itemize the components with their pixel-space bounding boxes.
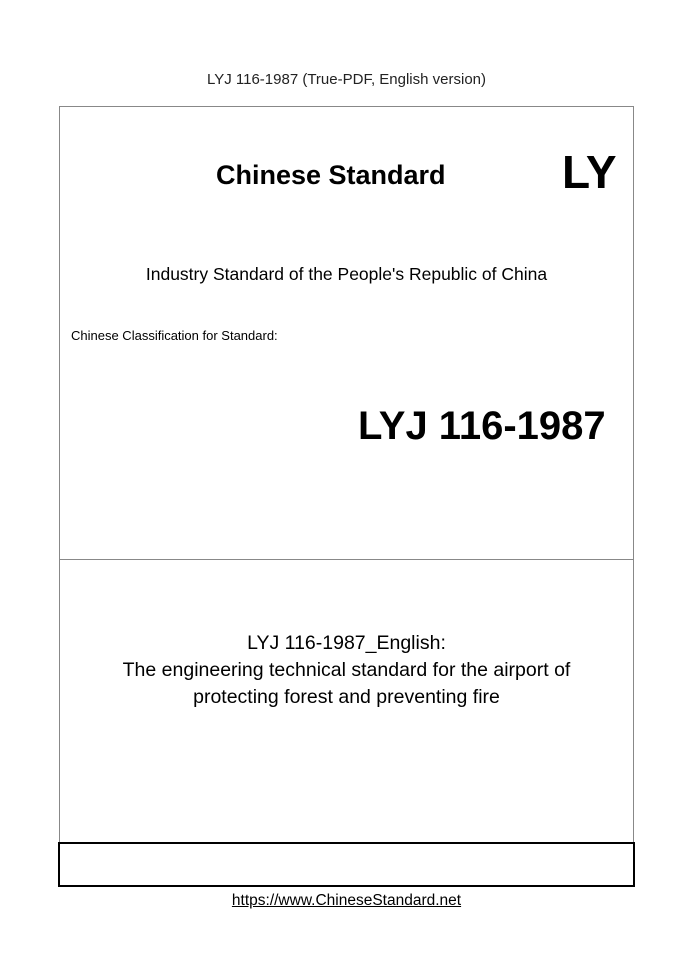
- standard-number: LYJ 116-1987: [358, 404, 606, 448]
- english-title-block: [59, 630, 634, 711]
- document-subtitle: Industry Standard of the People's Republic of China: [145, 264, 548, 284]
- classification-label: Chinese Classification for Standard:: [71, 328, 278, 343]
- page-header: LYJ 116-1987 (True-PDF, English version): [206, 71, 486, 88]
- english-title-line-3: protecting forest and preventing fire: [193, 686, 500, 708]
- english-title-line-2: The engineering technical standard for the airport of: [122, 659, 571, 681]
- english-title-line-1: LYJ 116-1987_English:: [247, 632, 446, 654]
- industry-code: LY: [562, 146, 617, 198]
- website-link[interactable]: https://www.ChineseStandard.net: [231, 892, 462, 909]
- document-title: Chinese Standard: [216, 160, 446, 190]
- cover-bottom-frame: [58, 842, 635, 887]
